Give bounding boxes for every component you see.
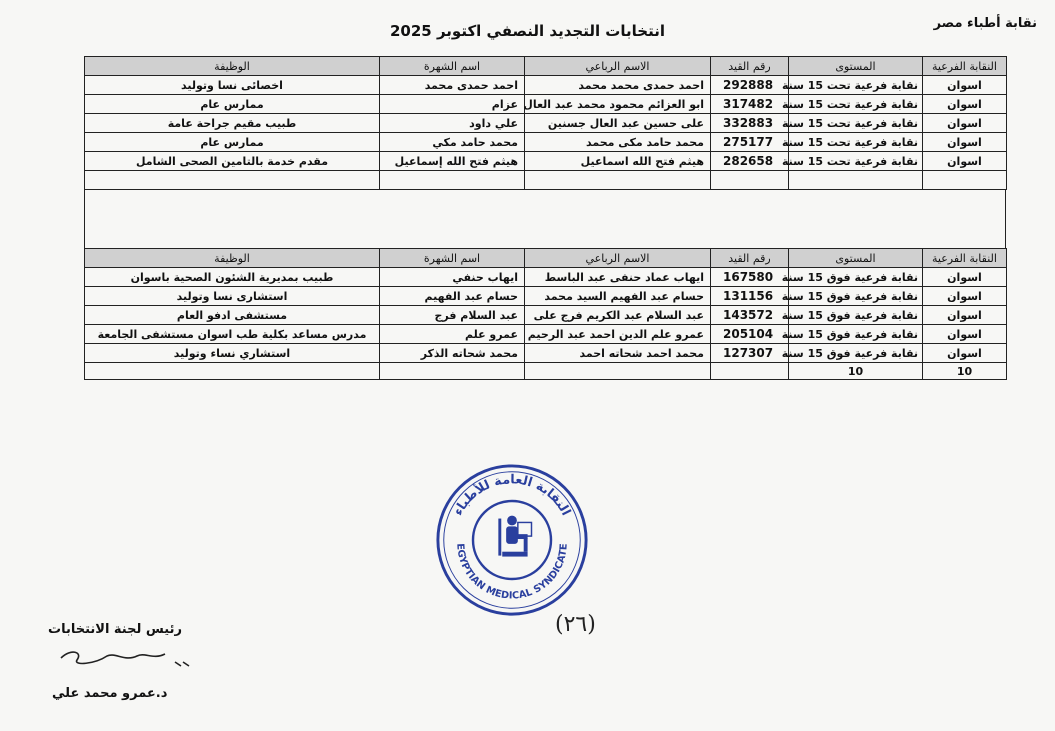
cell-reg-no: 282658 <box>711 152 789 171</box>
cell-branch: اسوان <box>923 76 1007 95</box>
cell-reg-no: 143572 <box>711 306 789 325</box>
cell-full-name: عبد السلام عبد الكريم فرج على <box>525 306 711 325</box>
table-row <box>85 268 1007 287</box>
totals-row <box>85 363 1007 380</box>
cell-job: استشاري نساء وتوليد <box>85 344 380 363</box>
cell-job: مستشفى ادفو العام <box>85 306 380 325</box>
cell-known-as: حسام عبد الفهيم <box>380 287 525 306</box>
table-row <box>85 287 1007 306</box>
cell-branch: اسوان <box>923 287 1007 306</box>
cell-branch: اسوان <box>923 114 1007 133</box>
empty-cell <box>525 171 711 190</box>
candidates-tables <box>84 56 1006 380</box>
cell-level: نقابة فرعية فوق 15 سنة <box>789 306 923 325</box>
cell-level: نقابة فرعية فوق 15 سنة <box>789 325 923 344</box>
cell-full-name: احمد حمدى محمد محمد <box>525 76 711 95</box>
empty-cell <box>380 363 525 380</box>
cell-full-name: ايهاب عماد حنفى عبد الباسط <box>525 268 711 287</box>
header-branch: النقابة الفرعية <box>923 249 1007 268</box>
cell-full-name: محمد احمد شحاته احمد <box>525 344 711 363</box>
empty-cell <box>711 171 789 190</box>
table-header-row <box>85 249 1007 268</box>
cell-known-as: محمد شحاته الذكر <box>380 344 525 363</box>
table-gap <box>84 190 1006 248</box>
header-branch: النقابة الفرعية <box>923 57 1007 76</box>
empty-cell <box>711 363 789 380</box>
cell-level: نقابة فرعية تحت 15 سنة <box>789 76 923 95</box>
header-full-name: الاسم الرباعي <box>525 249 711 268</box>
syndicate-stamp <box>434 462 590 618</box>
table-header-row <box>85 57 1007 76</box>
cell-known-as: علي داود <box>380 114 525 133</box>
cell-known-as: عزام <box>380 95 525 114</box>
table-row <box>85 152 1007 171</box>
cell-reg-no: 127307 <box>711 344 789 363</box>
cell-level: نقابة فرعية فوق 15 سنة <box>789 287 923 306</box>
empty-row <box>85 171 1007 190</box>
header-level: المستوى <box>789 57 923 76</box>
header-job: الوظيفة <box>85 249 380 268</box>
table-row <box>85 76 1007 95</box>
cell-full-name: هيثم فتح الله اسماعيل <box>525 152 711 171</box>
header-known-as: اسم الشهرة <box>380 249 525 268</box>
page-number: (٢٦) <box>555 612 596 637</box>
cell-full-name: ابو العزائم محمود محمد عبد العال <box>525 95 711 114</box>
header-full-name: الاسم الرباعي <box>525 57 711 76</box>
header-job: الوظيفة <box>85 57 380 76</box>
empty-cell <box>525 363 711 380</box>
header-reg-no: رقم القيد <box>711 57 789 76</box>
cell-known-as: عمرو علم <box>380 325 525 344</box>
cell-full-name: محمد حامد مكى محمد <box>525 133 711 152</box>
cell-job: استشارى نسا وتوليد <box>85 287 380 306</box>
empty-cell <box>85 171 380 190</box>
table-row <box>85 95 1007 114</box>
cell-reg-no: 275177 <box>711 133 789 152</box>
header-level: المستوى <box>789 249 923 268</box>
cell-branch: اسوان <box>923 133 1007 152</box>
total-branch: 10 <box>923 363 1007 380</box>
cell-level: نقابة فرعية تحت 15 سنة <box>789 95 923 114</box>
table-row <box>85 133 1007 152</box>
cell-full-name: على حسين عبد العال جسنين <box>525 114 711 133</box>
candidates-table-group2 <box>84 248 1007 380</box>
table-row <box>85 306 1007 325</box>
cell-reg-no: 205104 <box>711 325 789 344</box>
cell-level: نقابة فرعية تحت 15 سنة <box>789 133 923 152</box>
cell-known-as: محمد حامد مكي <box>380 133 525 152</box>
stamp-arabic-text: النقابة العامة للأطباء <box>449 471 575 518</box>
handwritten-signature <box>55 644 195 674</box>
total-level: 10 <box>789 363 923 380</box>
cell-level: نقابة فرعية فوق 15 سنة <box>789 344 923 363</box>
cell-job: مدرس مساعد بكلية طب اسوان مستشفى الجامعة <box>85 325 380 344</box>
empty-cell <box>923 171 1007 190</box>
cell-reg-no: 167580 <box>711 268 789 287</box>
cell-job: ممارس عام <box>85 95 380 114</box>
cell-full-name: عمرو علم الدين احمد عبد الرحيم <box>525 325 711 344</box>
cell-reg-no: 292888 <box>711 76 789 95</box>
cell-job: ممارس عام <box>85 133 380 152</box>
header-reg-no: رقم القيد <box>711 249 789 268</box>
table-row <box>85 325 1007 344</box>
cell-branch: اسوان <box>923 306 1007 325</box>
chair-title: رئيس لجنة الانتخابات <box>48 622 182 637</box>
cell-job: طبيب مقيم جراحة عامة <box>85 114 380 133</box>
cell-job: مقدم خدمة بالتامين الصحى الشامل <box>85 152 380 171</box>
cell-reg-no: 131156 <box>711 287 789 306</box>
cell-branch: اسوان <box>923 152 1007 171</box>
org-name: نقابة أطباء مصر <box>933 16 1037 31</box>
cell-known-as: احمد حمدى محمد <box>380 76 525 95</box>
cell-branch: اسوان <box>923 95 1007 114</box>
cell-job: طبيب بمديرية الشئون الصحية باسوان <box>85 268 380 287</box>
cell-known-as: هيثم فتح الله إسماعيل <box>380 152 525 171</box>
header-known-as: اسم الشهرة <box>380 57 525 76</box>
table-row <box>85 344 1007 363</box>
table-row <box>85 114 1007 133</box>
cell-branch: اسوان <box>923 268 1007 287</box>
cell-reg-no: 317482 <box>711 95 789 114</box>
cell-full-name: حسام عبد الفهيم السيد محمد <box>525 287 711 306</box>
cell-branch: اسوان <box>923 325 1007 344</box>
empty-cell <box>85 363 380 380</box>
seated-figure-icon <box>498 516 531 557</box>
cell-known-as: عبد السلام فرج <box>380 306 525 325</box>
cell-level: نقابة فرعية تحت 15 سنة <box>789 152 923 171</box>
empty-cell <box>789 171 923 190</box>
page-title: انتخابات التجديد النصفي اكتوبر 2025 <box>390 22 665 40</box>
cell-branch: اسوان <box>923 344 1007 363</box>
cell-reg-no: 332883 <box>711 114 789 133</box>
empty-cell <box>380 171 525 190</box>
stamp-english-text: EGYPTIAN MEDICAL SYNDICATE <box>454 543 570 602</box>
candidates-table-group1 <box>84 56 1007 190</box>
signatory-name: د.عمرو محمد علي <box>52 686 168 701</box>
cell-level: نقابة فرعية تحت 15 سنة <box>789 114 923 133</box>
cell-level: نقابة فرعية فوق 15 سنة <box>789 268 923 287</box>
cell-known-as: ايهاب حنفي <box>380 268 525 287</box>
cell-job: اخصائى نسا وتوليد <box>85 76 380 95</box>
